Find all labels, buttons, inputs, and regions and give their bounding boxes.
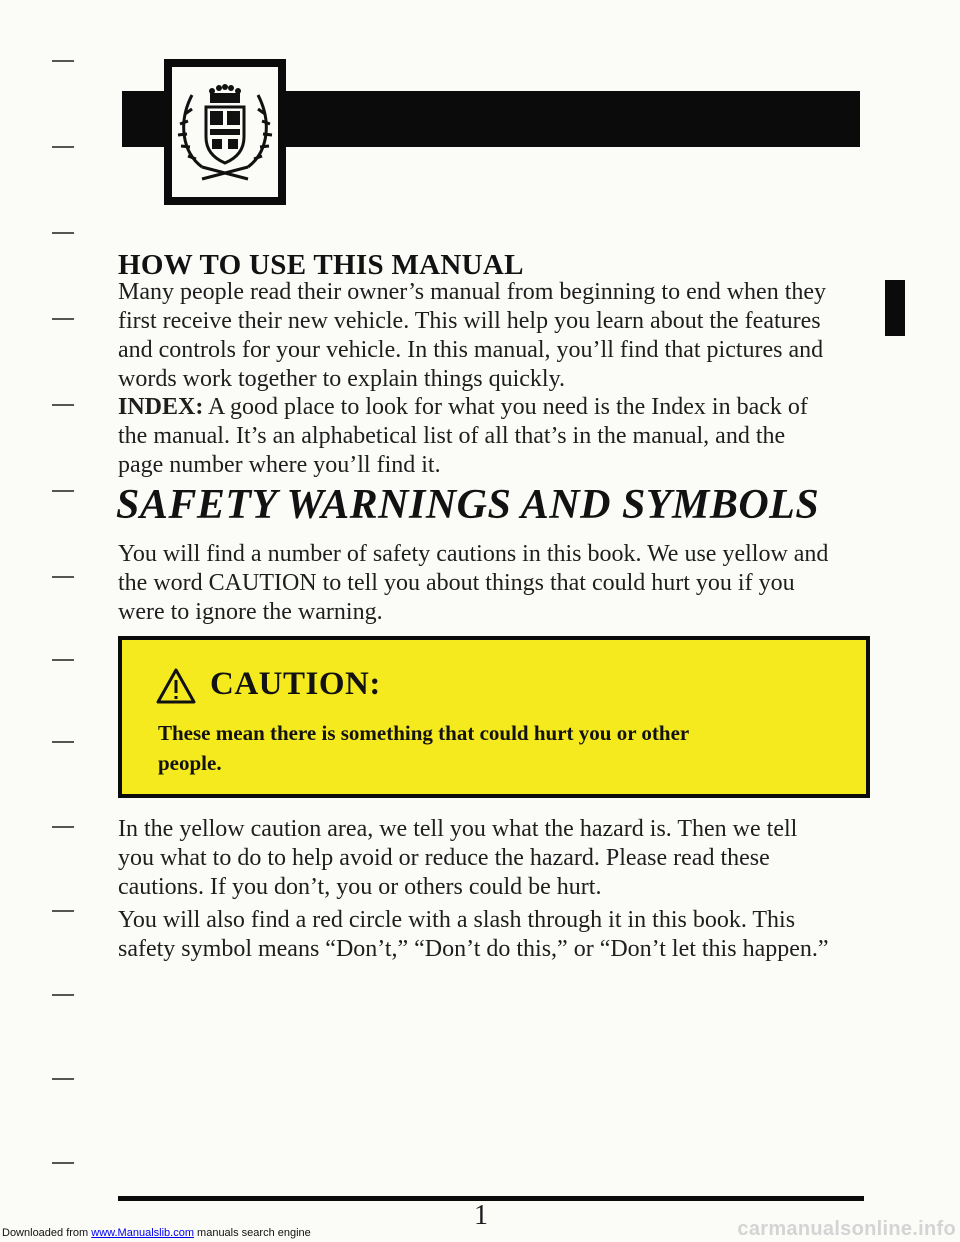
intro-paragraph [118, 278, 863, 394]
margin-tick [52, 1078, 74, 1080]
caution-title: CAUTION: [210, 666, 381, 702]
text-line: cautions. If you don’t, you or others could be hurt. [118, 874, 602, 900]
watermark: carmanualsonline.info [737, 1218, 956, 1240]
text-line: safety symbol means “Don’t,” “Don’t do this,” or “Don’t let this happen.” [118, 936, 829, 962]
margin-tick [52, 146, 74, 148]
caution-box [118, 636, 870, 798]
text-line: A good place to look for what you need is the Index in back of [203, 394, 808, 420]
text-line: the word CAUTION to tell you about things that could hurt you if you [118, 570, 795, 596]
margin-tick [52, 60, 74, 62]
margin-tick [52, 910, 74, 912]
text-line: page number where you’ll find it. [118, 452, 441, 478]
text-line: You will also find a red circle with a slash through it in this book. This [118, 907, 796, 933]
margin-tick [52, 404, 74, 406]
footer-rule [118, 1196, 864, 1201]
download-suffix: manuals search engine [193, 1227, 311, 1239]
section-tab-marker [885, 280, 905, 336]
cadillac-crest-logo [171, 66, 279, 198]
download-credit [2, 1227, 311, 1239]
page-number: 1 [474, 1200, 488, 1231]
logo-frame [164, 59, 286, 205]
crest-icon [172, 67, 278, 197]
text-line: people. [158, 751, 222, 775]
download-prefix: Downloaded from [2, 1227, 92, 1239]
text-line: You will find a number of safety cautions in this book. We use yellow and [118, 541, 829, 567]
margin-tick [52, 994, 74, 996]
warning-triangle-icon [156, 668, 196, 704]
margin-tick [52, 1162, 74, 1164]
margin-tick [52, 826, 74, 828]
text-line: first receive their new vehicle. This will help you learn about the features [118, 308, 821, 334]
text-line: the manual. It’s an alphabetical list of all that’s in the manual, and the [118, 423, 786, 449]
section-heading-safety: SAFETY WARNINGS AND SYMBOLS [116, 482, 820, 528]
section-heading-how-to-use: HOW TO USE THIS MANUAL [118, 249, 524, 281]
text-line: In the yellow caution area, we tell you what the hazard is. Then we tell [118, 816, 798, 842]
margin-tick [52, 318, 74, 320]
text-line: These mean there is something that could hurt you or other [158, 721, 690, 745]
margin-tick [52, 232, 74, 234]
safety-paragraph [118, 540, 863, 627]
symbol-paragraph [118, 906, 863, 964]
text-line: and controls for your vehicle. In this manual, you’ll find that pictures and [118, 337, 824, 363]
margin-tick [52, 490, 74, 492]
text-line: you what to do to help avoid or reduce the hazard. Please read these [118, 845, 770, 871]
manualslib-link[interactable]: www.Manualslib.com [91, 1227, 194, 1239]
index-paragraph [118, 393, 863, 480]
text-line: were to ignore the warning. [118, 599, 383, 625]
index-label: INDEX: [118, 394, 204, 420]
margin-tick [52, 741, 74, 743]
margin-tick [52, 659, 74, 661]
text-line: words work together to explain things quickly. [118, 366, 566, 392]
margin-tick [52, 576, 74, 578]
text-line: Many people read their owner’s manual from beginning to end when they [118, 279, 827, 305]
caution-text [158, 718, 808, 778]
caution-explanation-paragraph [118, 815, 863, 902]
